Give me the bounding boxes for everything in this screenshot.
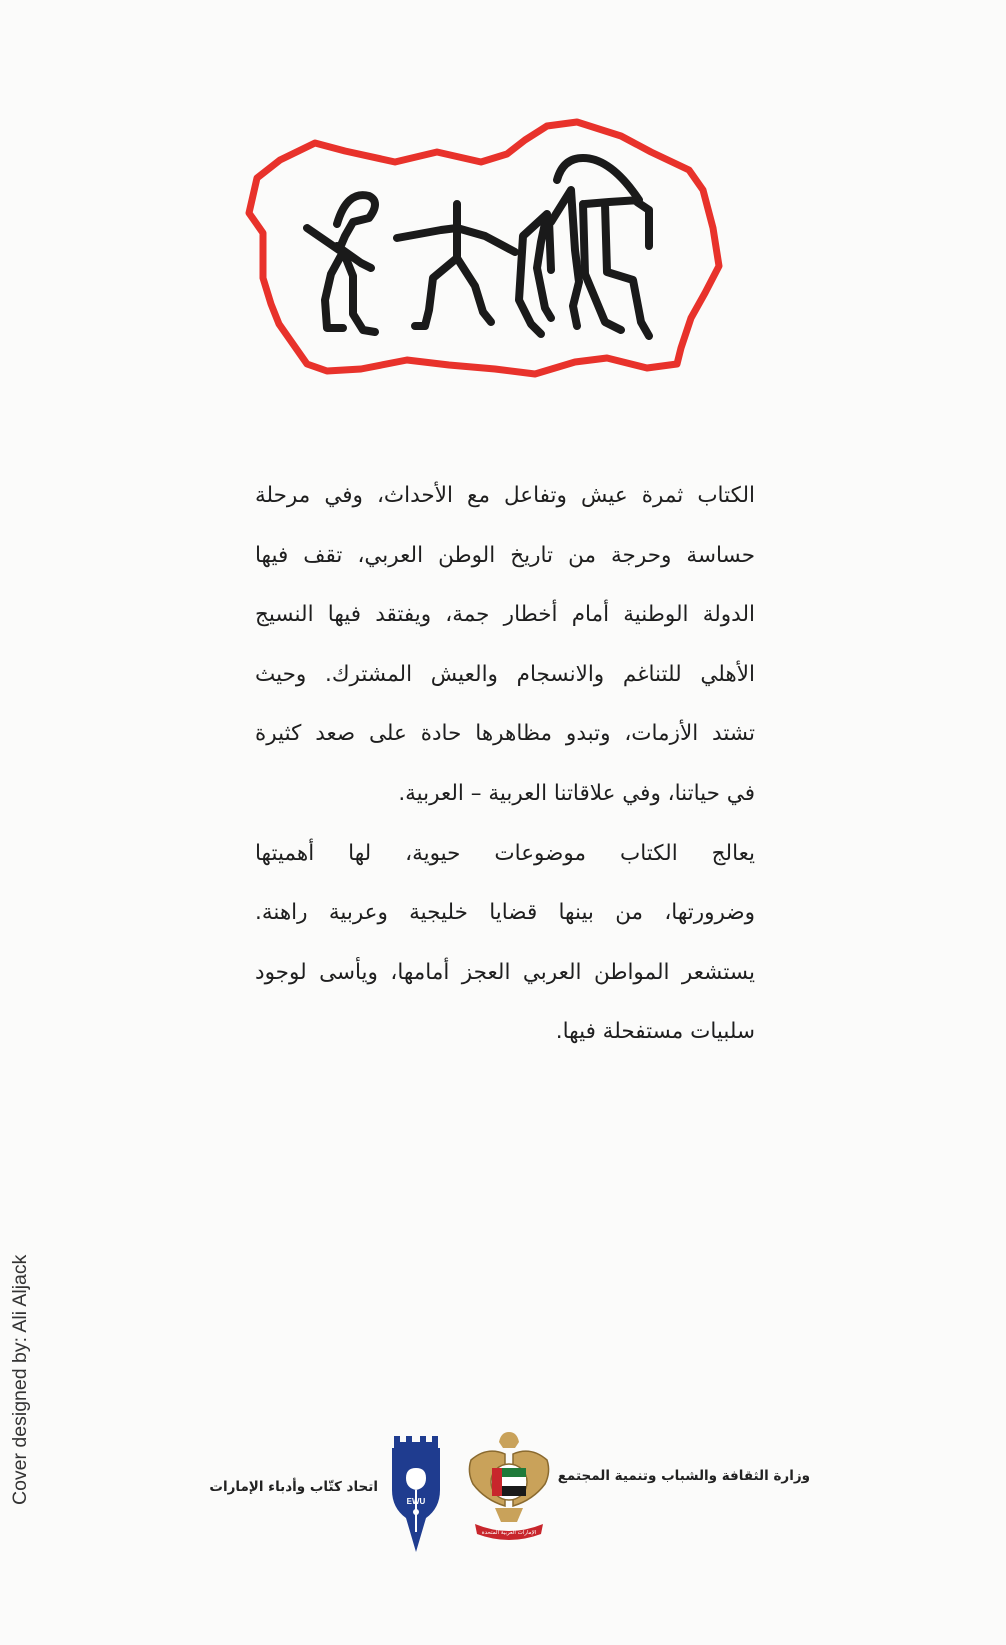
blurb-line: الكتاب ثمرة عيش وتفاعل مع الأحداث، وفي مرحلة xyxy=(255,483,755,508)
writers-union-name: اتحاد كتّاب وأدباء الإمارات xyxy=(209,1479,378,1495)
blurb-line: وضرورتها، من بينها قضايا خليجية وعربية راهنة. xyxy=(255,900,755,926)
blurb-line: حساسة وحرجة من تاريخ الوطن العربي، تقف فيها xyxy=(255,542,755,568)
blurb-line: سلبيات مستفحلة فيها. xyxy=(555,1019,755,1045)
ewu-label: EWU xyxy=(406,1497,426,1506)
emblem-caption: الإمارات العربية المتحدة xyxy=(481,1530,537,1536)
blurb-line: الأهلي للتناغم والانسجام والعيش المشترك. وحيث xyxy=(255,661,755,687)
uae-flag-shield-icon xyxy=(491,1464,527,1500)
ewu-logo xyxy=(386,1426,446,1554)
stick-figure-1 xyxy=(307,195,375,332)
cover-designer-credit: Cover designed by: Ali Aljack xyxy=(9,1254,31,1505)
cover-illustration xyxy=(245,118,770,418)
blurb-line: يعالج الكتاب موضوعات حيوية، لها أهميتها xyxy=(255,840,755,866)
blurb-line: في حياتنا، وفي علاقاتنا العربية – العربية. xyxy=(398,780,755,806)
stick-figure-3 xyxy=(519,190,579,334)
blurb-line: يستشعر المواطن العربي العجز أمامها، ويأسى لوجود xyxy=(255,959,755,985)
ministry-name: وزارة الثقافة والشباب وتنمية المجتمع xyxy=(557,1468,810,1484)
stick-figures xyxy=(307,158,649,336)
pen-nib-icon xyxy=(392,1436,440,1552)
blurb-line: تشتد الأزمات، وتبدو مظاهرها حادة على صعد كثيرة xyxy=(255,721,755,747)
blurb-line: الدولة الوطنية أمام أخطار جمة، ويفتقد فيها النسيج xyxy=(255,602,755,628)
stick-figure-2 xyxy=(397,204,515,326)
uae-emblem-logo xyxy=(465,1426,553,1542)
back-cover-blurb xyxy=(255,466,755,1062)
